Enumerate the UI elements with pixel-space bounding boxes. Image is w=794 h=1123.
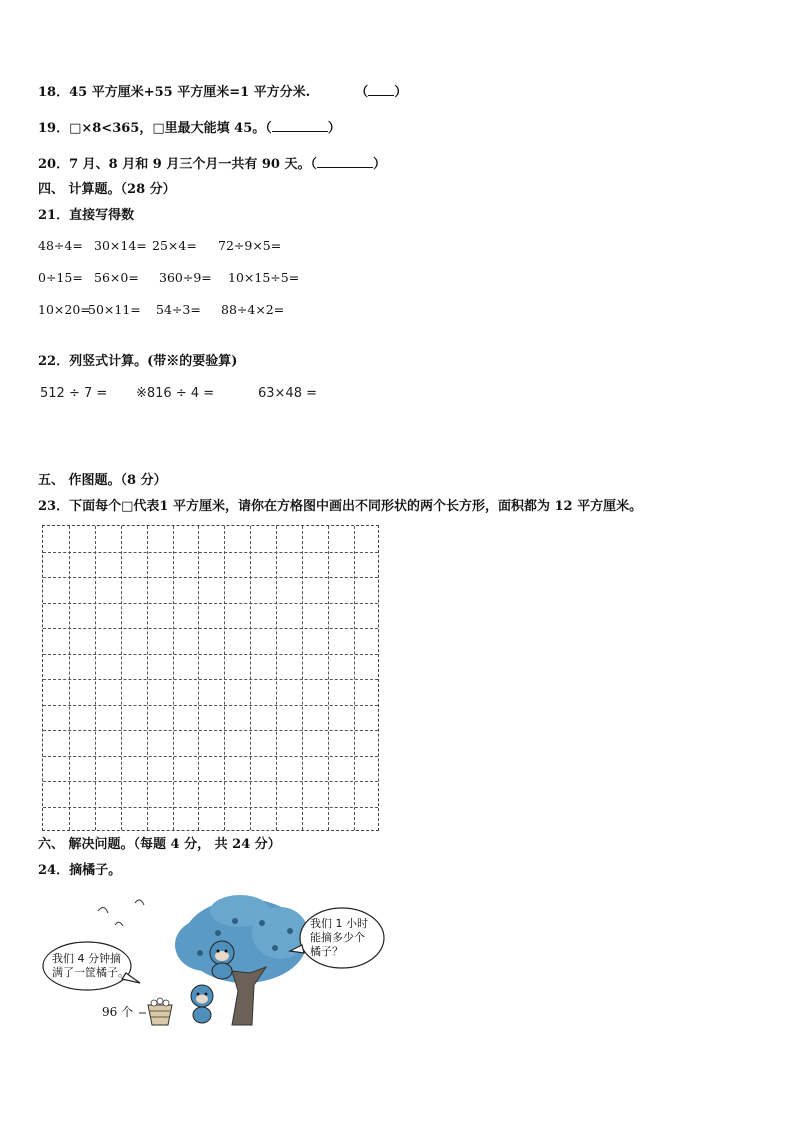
calc-item: 25×4= <box>152 238 197 253</box>
grid-line <box>354 526 355 830</box>
grid-line <box>173 526 174 830</box>
grid-line <box>43 705 378 706</box>
calc-item: 10×15÷5= <box>228 270 300 285</box>
grid-line <box>224 526 225 830</box>
basket-label: 96 个 <box>102 1005 134 1019</box>
grid-line <box>43 756 378 757</box>
answer-close-paren: ） <box>327 121 341 136</box>
grid-line <box>43 654 378 655</box>
grid-line <box>69 526 70 830</box>
calc-item: 72÷9×5= <box>218 238 282 253</box>
calc-item: 360÷9= <box>159 270 212 285</box>
grid-line <box>250 526 251 830</box>
answer-open-paren: （ <box>355 85 369 100</box>
speech-bubble-right-text <box>310 917 368 959</box>
question-22-title: 22．列竖式计算。(带※的要验算) <box>38 354 238 369</box>
grid-line <box>43 552 378 553</box>
vertical-calc-item: 63×48 = <box>258 386 318 401</box>
speech-bubble-left-text <box>52 952 129 980</box>
grid-line <box>198 526 199 830</box>
grid-line <box>302 526 303 830</box>
grid-line <box>43 781 378 782</box>
vertical-calc-item: ※816 ÷ 4 = <box>136 386 215 401</box>
grid-line <box>328 526 329 830</box>
calc-item: 50×11= <box>88 302 141 317</box>
tree-crown <box>175 895 308 983</box>
question-19-text: 19．□×8<365，□里最大能填 45。（ <box>38 121 272 136</box>
grid-line <box>95 526 96 830</box>
question-23-text: 23．下面每个□代表1 平方厘米，请你在方格图中画出不同形状的两个长方形，面积都为 12 平方厘米。 <box>38 499 643 514</box>
grid-line <box>43 730 378 731</box>
bubble-line: 满了一筐橘子。 <box>52 966 129 979</box>
calc-item: 48÷4= <box>38 238 83 253</box>
answer-close-paren: ） <box>372 157 386 172</box>
picking-oranges-illustration <box>40 893 390 1033</box>
question-24-title: 24．摘橘子。 <box>38 863 122 878</box>
answer-blank-18[interactable] <box>368 84 394 96</box>
square-grid[interactable] <box>42 525 379 831</box>
section-4-heading: 四、 计算题。（28 分） <box>38 182 176 197</box>
grid-line <box>43 577 378 578</box>
grid-line <box>43 603 378 604</box>
answer-blank-19[interactable] <box>272 120 328 132</box>
monkey-in-tree <box>210 941 234 979</box>
vertical-calc-item: 512 ÷ 7 = <box>40 386 108 401</box>
question-19 <box>38 120 341 137</box>
section-6-heading: 六、 解决问题。（每题 4 分， 共 24 分） <box>38 837 281 852</box>
bubble-line: 我们 1 小时 <box>310 917 368 930</box>
calc-item: 88÷4×2= <box>221 302 285 317</box>
answer-close-paren: ） <box>394 85 408 100</box>
calc-item: 56×0= <box>94 270 139 285</box>
answer-blank-20[interactable] <box>317 156 373 168</box>
question-20-text: 20．7 月、8 月和 9 月三个月一共有 90 天。（ <box>38 157 317 172</box>
question-18 <box>38 84 407 101</box>
grid-line <box>147 526 148 830</box>
bubble-line: 橘子？ <box>310 945 343 958</box>
basket-icon <box>148 998 172 1025</box>
question-21-title: 21．直接写得数 <box>38 208 135 223</box>
grid-line <box>276 526 277 830</box>
grid-line <box>43 807 378 808</box>
bubble-line: 我们 4 分钟摘 <box>52 952 121 965</box>
bubble-line: 能摘多少个 <box>310 931 365 944</box>
calc-item: 10×20= <box>38 302 91 317</box>
grid-line <box>43 679 378 680</box>
calc-item: 54÷3= <box>156 302 201 317</box>
question-20 <box>38 156 386 173</box>
calc-item: 30×14= <box>94 238 147 253</box>
grid-line <box>43 628 378 629</box>
question-18-text: 18．45 平方厘米+55 平方厘米=1 平方分米. <box>38 85 311 100</box>
calc-item: 0÷15= <box>38 270 83 285</box>
section-5-heading: 五、 作图题。（8 分） <box>38 473 167 488</box>
grid-line <box>121 526 122 830</box>
monkey-on-ground <box>191 985 213 1023</box>
